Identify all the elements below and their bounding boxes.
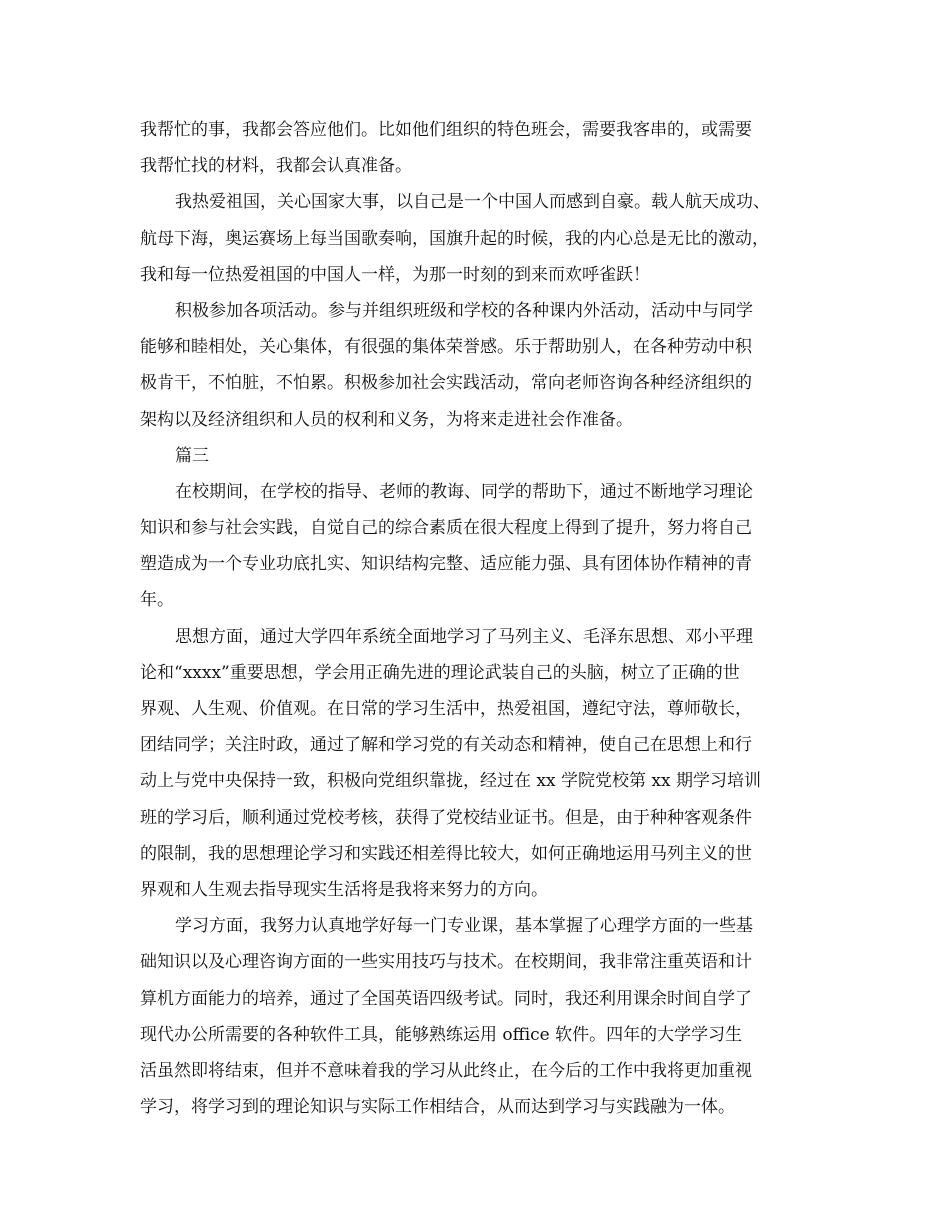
text-line: 界观和人生观去指导现实生活将是我将来努力的方向。 (140, 879, 548, 900)
text-line: 在校期间，在学校的指导、老师的教诲、同学的帮助下，通过不断地学习理论 (175, 481, 753, 502)
text-line: 班的学习后，顺利通过党校考核，获得了党校结业证书。但是，由于种种客观条件 (140, 807, 752, 828)
text-line: 知识和参与社会实践，自觉自己的综合素质在很大程度上得到了提升，努力将自己 (140, 518, 752, 539)
text-line: 积极参加各项活动。参与并组织班级和学校的各种课内外活动，活动中与同学 (175, 300, 753, 321)
text-line: 我热爱祖国，关心国家大事，以自己是一个中国人而感到自豪。载人航天成功、 (175, 192, 770, 213)
text-line: 思想方面，通过大学四年系统全面地学习了马列主义、毛泽东思想、邓小平理 (175, 626, 753, 647)
text-line: 活虽然即将结束，但并不意味着我的学习从此终止，在今后的工作中我将更加重视 (140, 1060, 752, 1081)
text-line: 现代办公所需要的各种软件工具，能够熟练运用 office 软件。四年的大学学习生 (140, 1024, 743, 1045)
text-line: 础知识以及心理咨询方面的一些实用技巧与技术。在校期间，我非常注重英语和计 (140, 952, 752, 973)
text-line: 架构以及经济组织和人员的权利和义务，为将来走进社会作准备。 (140, 409, 633, 430)
text-line: 我帮忙的事，我都会答应他们。比如他们组织的特色班会，需要我客串的，或需要 (140, 120, 752, 140)
text-line: 动上与党中央保持一致，积极向党组织靠拢，经过在 xx 学院党校第 xx 期学习培训 (140, 771, 761, 792)
text-line: 航母下海，奥运赛场上每当国歌奏响，国旗升起的时候，我的内心总是无比的激动， (140, 228, 769, 249)
text-line: 我和每一位热爱祖国的中国人一样，为那一时刻的到来而欢呼雀跃！ (140, 264, 650, 285)
text-line: 我帮忙找的材料，我都会认真准备。 (140, 156, 412, 177)
text-line: 的限制，我的思想理论学习和实践还相差得比较大，如何正确地运用马列主义的世 (140, 843, 752, 864)
text-line: 年。 (140, 590, 174, 611)
text-line: 能够和睦相处，关心集体，有很强的集体荣誉感。乐于帮助别人，在各种劳动中积 (140, 337, 752, 358)
text-line: 极肯干，不怕脏，不怕累。积极参加社会实践活动，常向老师咨询各种经济组织的 (140, 373, 752, 394)
text-line: 塑造成为一个专业功底扎实、知识结构完整、适应能力强、具有团体协作精神的青 (140, 554, 752, 575)
text-line: 学习方面，我努力认真地学好每一门专业课，基本掌握了心理学方面的一些基 (175, 916, 753, 937)
document-body (140, 112, 830, 1125)
text-line: 界观、人生观、价值观。在日常的学习生活中，热爱祖国，遵纪守法，尊师敬长， (140, 699, 752, 719)
text-line: 算机方面能力的培养，通过了全国英语四级考试。同时，我还利用课余时间自学了 (140, 988, 752, 1009)
text-line: 论和“xxxx”重要思想，学会用正确先进的理论武装自己的头脑，树立了正确的世 (140, 662, 740, 683)
text-line: 团结同学；关注时政，通过了解和学习党的有关动态和精神，使自己在思想上和行 (140, 735, 752, 756)
text-line: 学习，将学习到的理论知识与实际工作相结合，从而达到学习与实践融为一体。 (140, 1097, 735, 1118)
section-heading: 篇三 (175, 445, 209, 466)
